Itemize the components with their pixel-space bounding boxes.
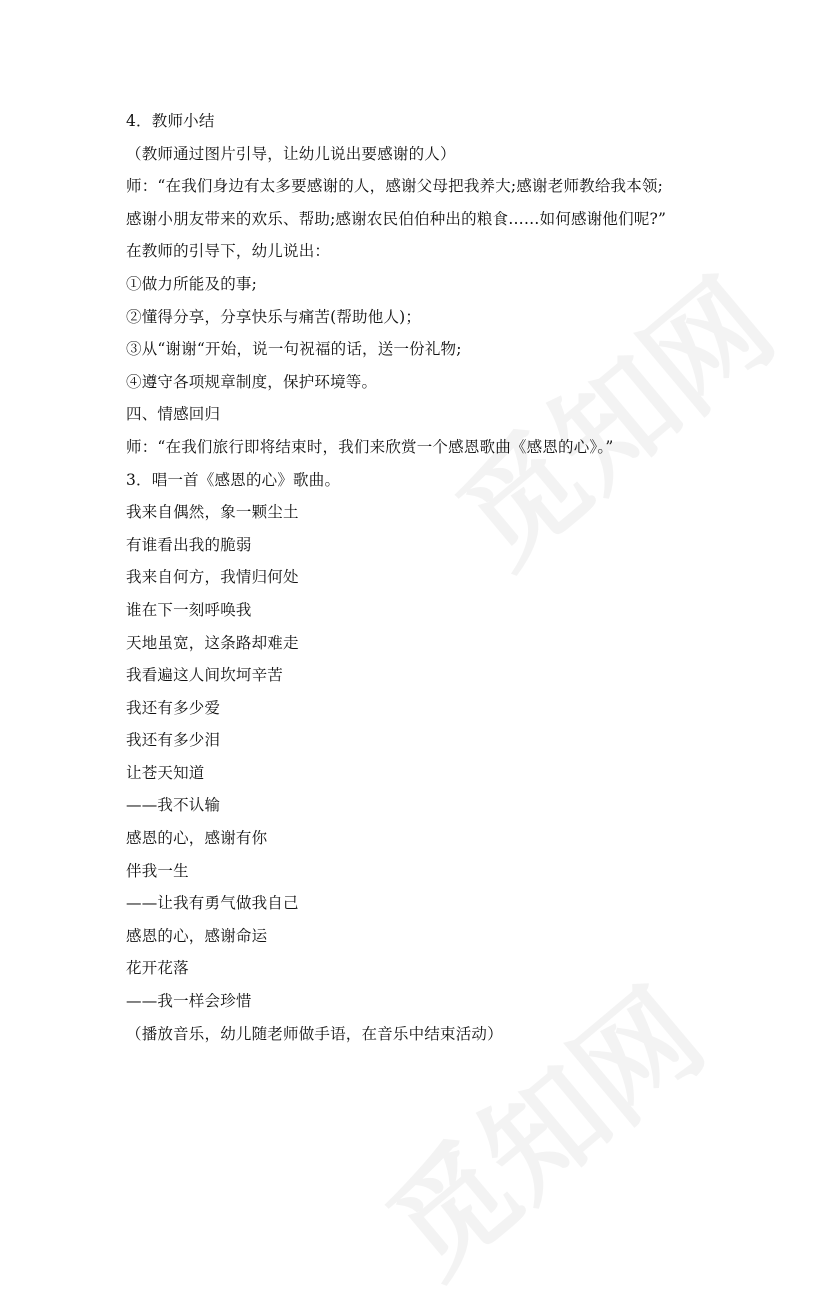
lyric-line: 谁在下一刻呼唤我 <box>126 600 252 619</box>
list-item: ②懂得分享，分享快乐与痛苦(帮助他人)； <box>126 307 422 326</box>
lyric-line: 感恩的心，感谢有你 <box>126 829 268 848</box>
lyric-line: 伴我一生 <box>126 861 189 880</box>
lyric-line: 花开花落 <box>126 959 189 978</box>
list-item: ③从“谢谢“开始，说一句祝福的话，送一份礼物; <box>126 340 462 359</box>
paragraph: （播放音乐，幼儿随老师做手语，在音乐中结束活动） <box>126 1024 503 1043</box>
section-heading: 四、情感回归 <box>126 405 221 424</box>
paragraph: （教师通过图片引导，让幼儿说出要感谢的人） <box>126 144 456 163</box>
list-item: ④遵守各项规章制度，保护环境等。 <box>126 372 378 391</box>
lyric-line: 我来自何方，我情归何处 <box>126 568 299 587</box>
lyric-line: 我还有多少泪 <box>126 731 221 750</box>
lyric-line: ——我一样会珍惜 <box>126 992 252 1011</box>
paragraph: 感谢小朋友带来的欢乐、帮助;感谢农民伯伯种出的粮食……如何感谢他们呢?” <box>126 209 667 228</box>
lyric-line: 天地虽宽，这条路却难走 <box>126 633 299 652</box>
paragraph: 在教师的引导下，幼儿说出： <box>126 242 331 261</box>
lyric-line: 我还有多少爱 <box>126 698 221 717</box>
lyric-line: 我来自偶然，象一颗尘土 <box>126 503 299 522</box>
section-heading: 3．唱一首《感恩的心》歌曲。 <box>126 470 341 489</box>
lyric-line: 我看遍这人间坎坷辛苦 <box>126 666 284 685</box>
lyric-line: 让苍天知道 <box>126 763 205 782</box>
lyric-line: 有谁看出我的脆弱 <box>126 535 252 554</box>
document-body <box>126 105 726 1050</box>
paragraph: 师：“在我们旅行即将结束时，我们来欣赏一个感恩歌曲《感恩的心》。” <box>126 437 614 456</box>
lyric-line: 感恩的心，感谢命运 <box>126 926 268 945</box>
paragraph: 师：“在我们身边有太多要感谢的人，感谢父母把我养大;感谢老师教给我本领; <box>126 177 664 196</box>
lyric-line: ——让我有勇气做我自己 <box>126 894 299 913</box>
section-heading: 4．教师小结 <box>126 112 215 130</box>
lyric-line: ——我不认输 <box>126 796 221 815</box>
list-item: ①做力所能及的事; <box>126 274 258 293</box>
